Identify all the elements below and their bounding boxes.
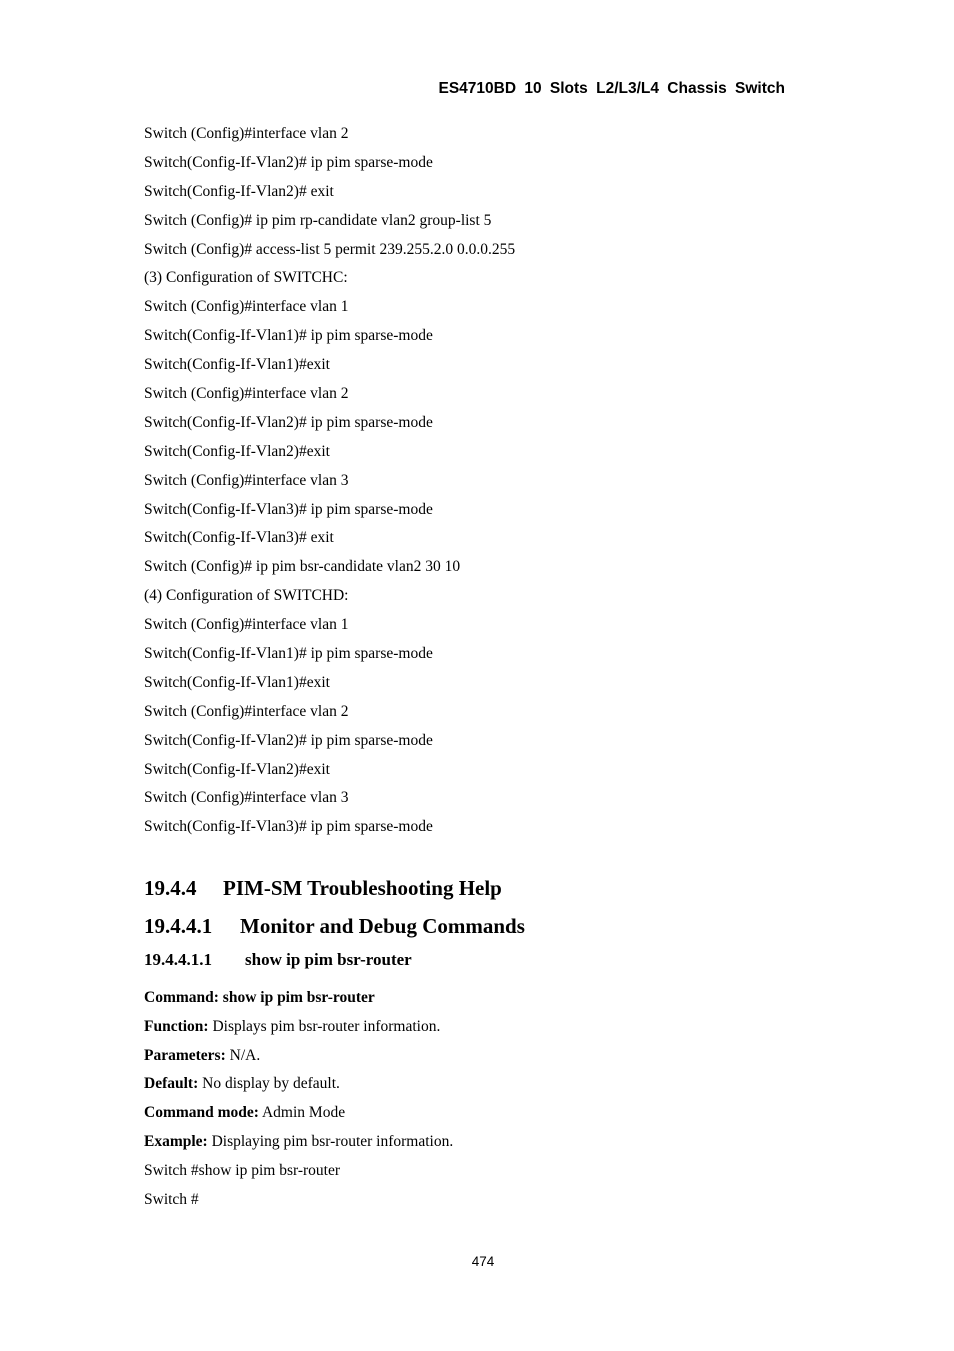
config-line: Switch(Config-If-Vlan2)#exit — [144, 760, 330, 778]
section-title: PIM-SM Troubleshooting Help — [223, 876, 502, 900]
section-heading — [144, 876, 502, 901]
example-line — [144, 1132, 824, 1161]
subsubsection-heading — [144, 950, 412, 970]
command-line: Command: show ip pim bsr-router — [144, 989, 375, 1006]
command-mode-text: Admin Mode — [258, 1104, 346, 1122]
subsection-title: Monitor and Debug Commands — [240, 914, 525, 938]
config-line: Switch(Config-If-Vlan1)# ip pim sparse-mode — [144, 327, 433, 345]
parameters-line — [144, 1046, 824, 1075]
config-line: Switch(Config-If-Vlan1)# ip pim sparse-mode — [144, 645, 433, 663]
command-mode-label: Command mode: — [144, 1104, 259, 1122]
running-header: ES4710BD 10 Slots L2/L3/L4 Chassis Switch — [438, 80, 785, 97]
example-text: Displaying pim bsr-router information. — [207, 1132, 454, 1150]
example-output-line: Switch # — [144, 1190, 199, 1208]
config-line: Switch(Config-If-Vlan2)# ip pim sparse-mode — [144, 731, 433, 749]
config-line: Switch(Config-If-Vlan2)# ip pim sparse-mode — [144, 413, 433, 431]
config-line: Switch (Config)# access-list 5 permit 239.255.2.0 0.0.0.255 — [144, 240, 516, 258]
config-line: Switch (Config)#interface vlan 1 — [144, 616, 349, 634]
config-line: Switch (Config)#interface vlan 2 — [144, 702, 349, 720]
config-line: Switch(Config-If-Vlan3)# ip pim sparse-mode — [144, 500, 433, 518]
default-text: No display by default. — [198, 1075, 340, 1093]
config-line: Switch(Config-If-Vlan1)#exit — [144, 356, 330, 374]
config-line: Switch(Config-If-Vlan2)#exit — [144, 442, 330, 460]
config-line: Switch (Config)#interface vlan 2 — [144, 385, 349, 403]
default-line — [144, 1074, 824, 1103]
subsubsection-title: show ip pim bsr-router — [245, 950, 412, 969]
config-line: Switch (Config)#interface vlan 2 — [144, 125, 349, 142]
subsection-heading — [144, 914, 525, 939]
example-label: Example: — [144, 1132, 208, 1150]
config-listing — [144, 124, 824, 846]
parameters-label: Parameters: — [144, 1046, 226, 1064]
page-number: 474 — [471, 1254, 495, 1269]
command-mode-line — [144, 1103, 824, 1132]
example-output-line: Switch #show ip pim bsr-router — [144, 1161, 341, 1179]
function-label: Function: — [144, 1017, 209, 1035]
config-line: Switch(Config-If-Vlan2)# ip pim sparse-mode — [144, 153, 433, 171]
default-label: Default: — [144, 1075, 199, 1093]
config-line: Switch(Config-If-Vlan1)#exit — [144, 673, 330, 691]
config-line: Switch(Config-If-Vlan2)# exit — [144, 182, 334, 200]
config-line: Switch (Config)# ip pim rp-candidate vlan2 group-list 5 — [144, 211, 492, 229]
config-line: Switch(Config-If-Vlan3)# ip pim sparse-mode — [144, 818, 433, 836]
config-line: Switch(Config-If-Vlan3)# exit — [144, 529, 334, 547]
config-line: Switch (Config)#interface vlan 1 — [144, 298, 349, 316]
parameters-text: N/A. — [225, 1046, 261, 1064]
config-line: (3) Configuration of SWITCHC: — [144, 269, 348, 287]
section-number: 19.4.4 — [144, 876, 197, 900]
config-line: Switch (Config)# ip pim bsr-candidate vlan2 30 10 — [144, 558, 461, 576]
config-line: Switch (Config)#interface vlan 3 — [144, 471, 349, 489]
function-text: Displays pim bsr-router information. — [208, 1017, 441, 1035]
subsection-number: 19.4.4.1 — [144, 914, 213, 938]
config-line: Switch (Config)#interface vlan 3 — [144, 789, 349, 807]
function-line — [144, 1017, 824, 1046]
config-line: (4) Configuration of SWITCHD: — [144, 587, 349, 605]
subsubsection-number: 19.4.4.1.1 — [144, 950, 212, 969]
command-description — [144, 988, 824, 1218]
